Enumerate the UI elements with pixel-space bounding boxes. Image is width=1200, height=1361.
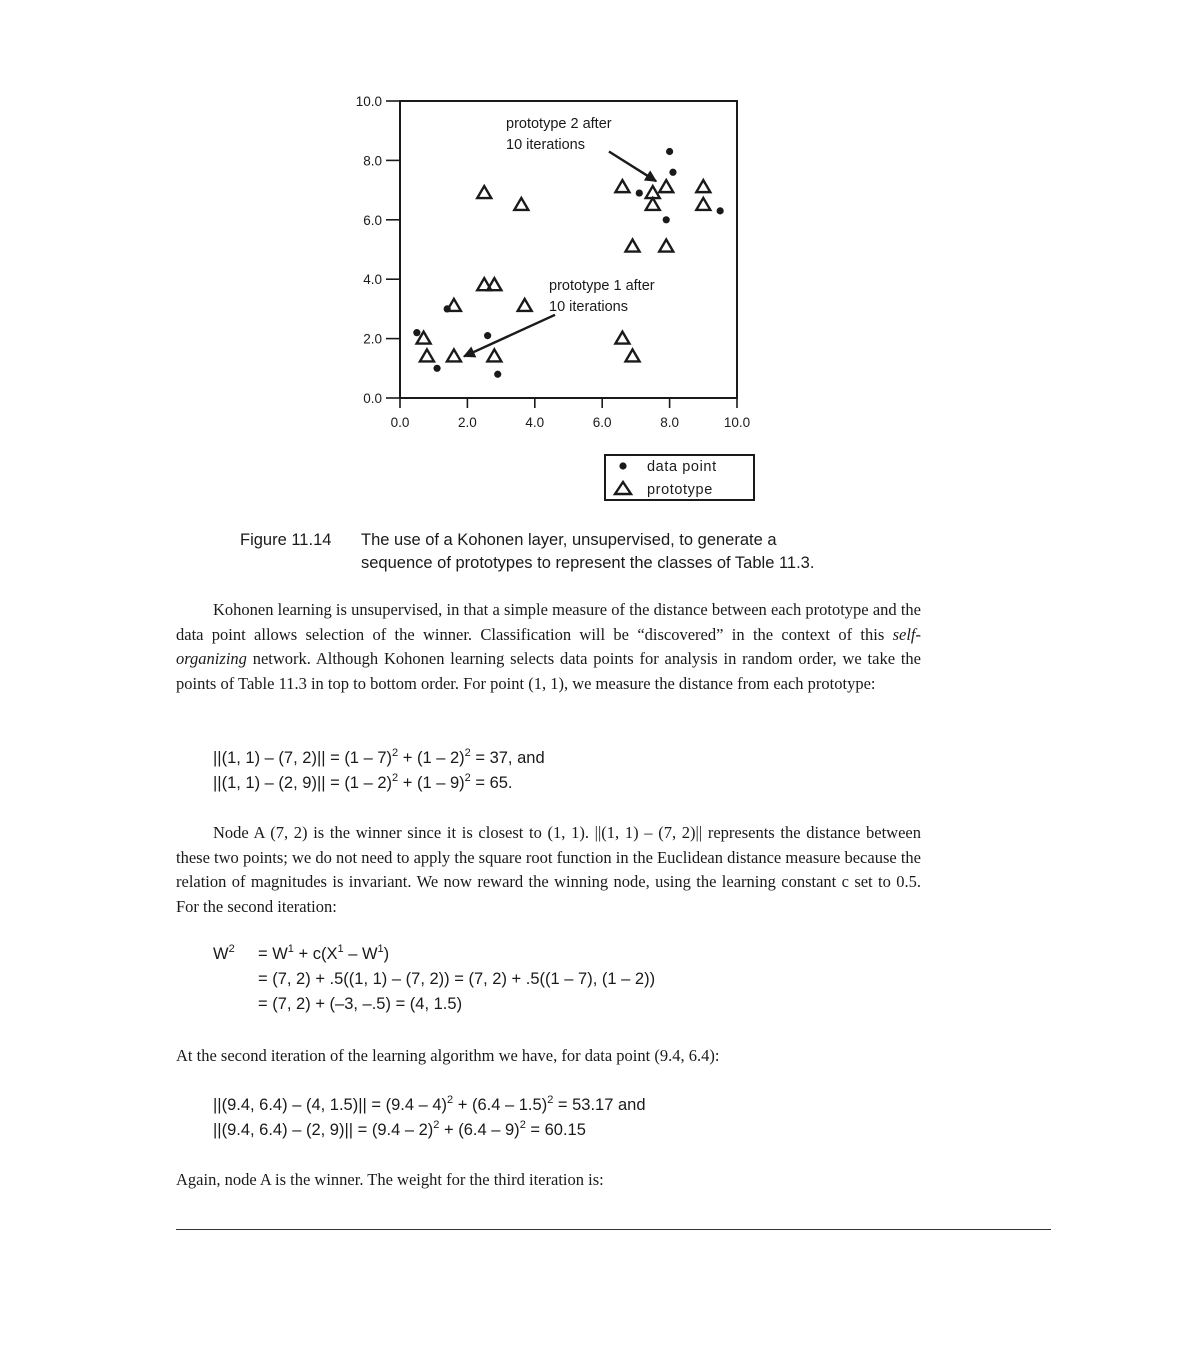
annotations [464, 116, 656, 356]
paragraph-second-iteration [176, 1044, 921, 1069]
para3-text: At the second iteration of the learning algorithm we have, for data point (9.4, 6.4): [176, 1046, 720, 1065]
caption-line-2: sequence of prototypes to represent the classes of Table 11.3. [361, 554, 815, 572]
y-tick-label: 6.0 [363, 212, 382, 228]
eq1-line-2: ||(1, 1) – (2, 9)|| = (1 – 2)$^2$ + (1 – 9)$^2$ = 65. [213, 771, 513, 792]
w2-line-3: = (7, 2) + (–3, –.5) = (4, 1.5) [258, 995, 463, 1013]
prototype-marker [487, 278, 501, 290]
para1-emphasis: self-organizing [176, 624, 921, 669]
para4-text: Again, node A is the winner. The weight for the third iteration is: [176, 1170, 604, 1189]
annotation-arrow [464, 315, 555, 357]
data-point-marker [666, 148, 673, 155]
prototype-marker [477, 186, 491, 198]
data-point-marker [494, 371, 501, 378]
eq3-line-2: ||(9.4, 6.4) – (2, 9)|| = (9.4 – 2)$^2$ + (6.4 – 9)$^2$ = 60.15 [213, 1118, 586, 1139]
paragraph-third-iteration [176, 1168, 921, 1193]
para1-text-a: Kohonen learning is unsupervised, in that a simple measure of the distance between each prototype and the data point allows selection of the winner. Classification will be “discovered” in the context of this [176, 600, 921, 644]
x-tick-label: 8.0 [660, 415, 679, 430]
prototype-marker [420, 349, 434, 361]
prototype-marker [696, 198, 710, 210]
eq3-line-1: ||(9.4, 6.4) – (4, 1.5)|| = (9.4 – 4)$^2$ + (6.4 – 1.5)$^2$ = 53.17 and [213, 1094, 646, 1114]
data-marks [413, 148, 724, 378]
annotation-label: prototype 1 after [549, 278, 655, 294]
kohonen-scatter-figure [0, 0, 1200, 510]
annotation-label: 10 iterations [549, 299, 628, 315]
prototype-marker [487, 349, 501, 361]
prototype-marker [646, 198, 660, 210]
data-point-marker [413, 329, 420, 336]
paragraph-winner-node [176, 821, 921, 920]
prototype-marker [447, 299, 461, 311]
annotation-label: 10 iterations [506, 137, 585, 153]
prototype-marker [518, 299, 532, 311]
y-tick-label: 8.0 [363, 153, 382, 169]
caption-line-1: The use of a Kohonen layer, unsupervised, to generate a [361, 531, 777, 549]
prototype-marker [447, 349, 461, 361]
figure-number: Figure 11.14 [240, 531, 332, 549]
y-tick-label: 0.0 [363, 391, 382, 406]
paragraph-kohonen-learning [176, 598, 921, 697]
caption-text [361, 529, 921, 575]
annotation-arrow [609, 151, 656, 181]
x-tick-label: 10.0 [723, 415, 751, 430]
x-tick-label: 6.0 [592, 415, 612, 430]
x-tick-label: 4.0 [525, 415, 545, 430]
data-point-marker [669, 169, 676, 176]
prototype-marker [626, 349, 640, 361]
eq1-line-1: ||(1, 1) – (7, 2)|| = (1 – 7)$^2$ + (1 – 2)$^2$ = 37, and [213, 747, 545, 767]
legend-label-data-point: data point [647, 459, 717, 475]
prototype-marker [659, 180, 673, 192]
annotation-label: prototype 2 after [506, 116, 612, 132]
prototype-marker [514, 198, 528, 210]
prototype-marker [615, 332, 629, 344]
distance-equations-1 [213, 746, 545, 795]
x-tick-label: 0.0 [390, 415, 410, 430]
w2-line-1: = $W^1 + c(X^1 - W^1)$ [258, 943, 390, 963]
para2-text: Node A (7, 2) is the winner since it is closest to (1, 1). ||(1, 1) – (7, 2)|| represents the distance between these two points; we do not need to apply the square root function in the Euclidean distance measure because the relation of magnitudes is invariant. We now reward the winning node, using the learning constant c set to 0.5. For the second iteration: [176, 823, 921, 917]
legend-dot-marker [619, 462, 626, 469]
data-point-marker [484, 332, 491, 339]
data-point-marker [717, 207, 724, 214]
x-tick-label: 2.0 [458, 415, 477, 430]
prototype-marker [615, 180, 629, 192]
legend-triangle-marker [615, 482, 631, 494]
y-tick-label: 2.0 [363, 331, 382, 347]
legend-label-prototype: prototype [647, 482, 713, 498]
data-point-marker [433, 365, 440, 372]
w2-lhs: $W^2$ [213, 943, 235, 963]
footer-rule [176, 1229, 1051, 1230]
w2-line-2: = (7, 2) + .5((1, 1) – (7, 2)) = (7, 2) + .5((1 – 7), (1 – 2)) [258, 970, 656, 988]
data-point-marker [663, 216, 670, 223]
prototype-marker [626, 240, 640, 252]
distance-equations-2 [213, 1093, 646, 1142]
prototype-marker [696, 180, 710, 192]
y-tick-label: 10.0 [355, 94, 382, 109]
prototype-marker [659, 240, 673, 252]
data-point-marker [636, 189, 643, 196]
y-tick-label: 4.0 [363, 272, 382, 288]
para1-text-b: network. Although Kohonen learning selects data points for analysis in random order, we take the points of Table 11.3 in top to bottom order. For point (1, 1), we measure the distance from each prototype: [176, 649, 921, 694]
